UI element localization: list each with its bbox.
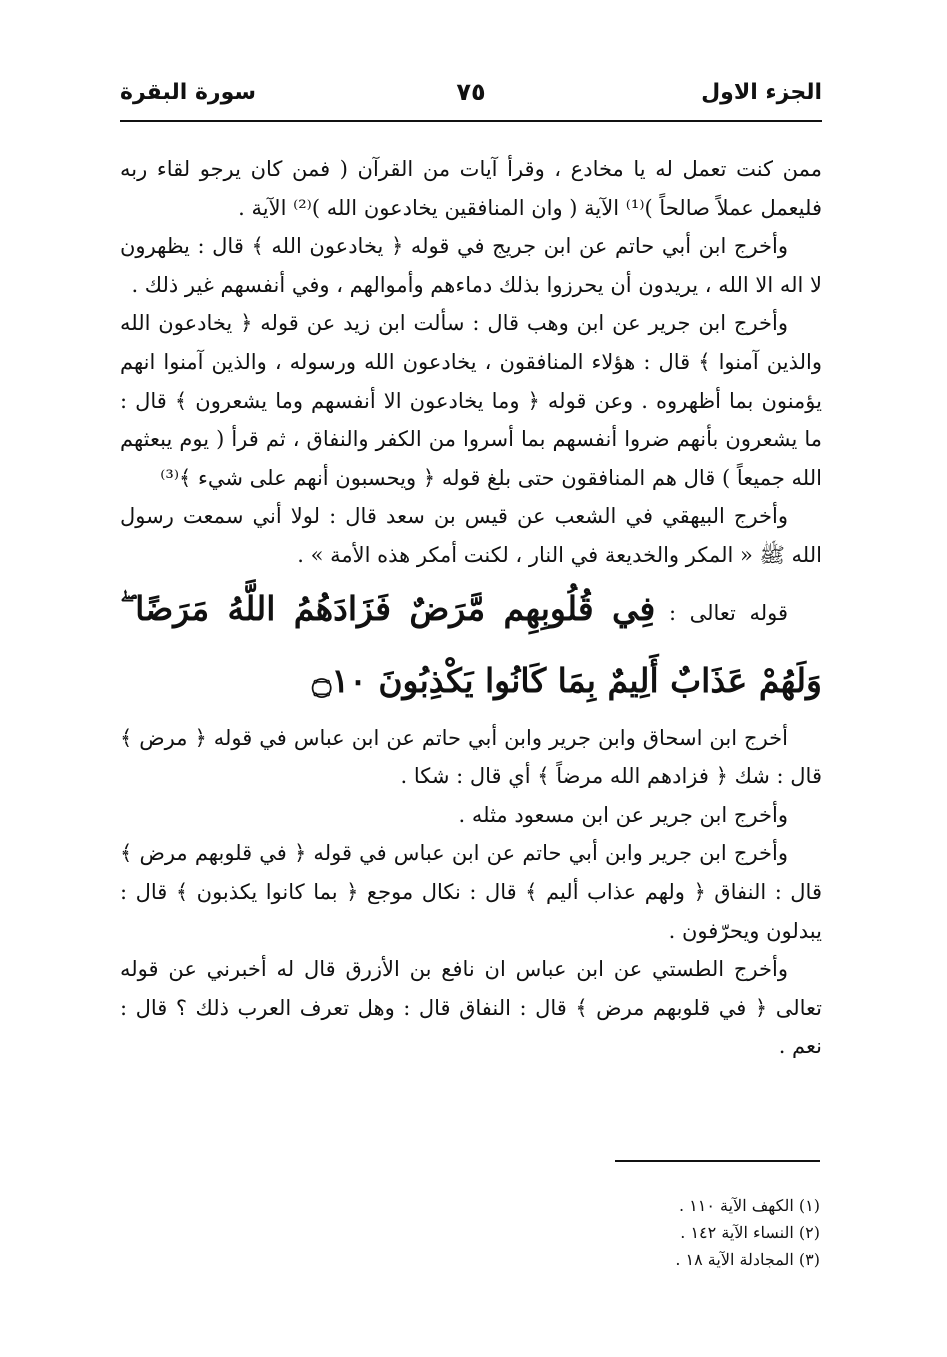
paragraph: وأخرج ابن جرير عن ابن وهب قال : سألت ابن زيد عن قوله ﴿ يخادعون الله والذين آمنوا ﴾ قال : هؤلاء المنافقون ، يخادعون الله ورسوله ، والذين آمنوا انهم يؤمنون بما أظهروه . وعن قوله ﴿ وما يخادعون الا أنفسهم وما يشعرون ﴾ قال : ما يشعرون بأنهم ضروا أنفسهم بما أسروا من الكفر والنفاق ، ثم قرأ ( يوم يبعثهم الله جميعاً ) قال هم المنافقون حتى بلغ قوله ﴿ ويحسبون أنهم على شيء ﴾⁽³⁾ bbox=[120, 311, 822, 490]
footnote: (٢) النساء الآية ١٤٢ . bbox=[680, 1223, 820, 1242]
footnote-rule bbox=[615, 1160, 820, 1162]
paragraph: وأخرج الطستي عن ابن عباس ان نافع بن الأزرق قال له أخبرني عن قوله تعالى ﴿ في قلوبهم مرض ﴾ قال : النفاق قال : وهل تعرف العرب ذلك ؟ قال : نعم . bbox=[120, 957, 822, 1059]
paragraph: ممن كنت تعمل له يا مخادع ، وقرأ آيات من القرآن ( فمن كان يرجو لقاء ربه فليعمل عملاً صالحاً )⁽¹⁾ الآية ( وان المنافقين يخادعون الله )⁽²⁾ الآية . bbox=[120, 157, 822, 220]
header-rule bbox=[120, 120, 822, 122]
paragraph: أخرج ابن اسحاق وابن جرير وابن أبي حاتم عن ابن عباس في قوله ﴿ مرض ﴾ قال : شك ﴿ فزادهم الله مرضاً ﴾ أي قال : شكا . bbox=[120, 725, 822, 789]
paragraph: وأخرج ابن جرير عن ابن مسعود مثله . bbox=[458, 802, 788, 827]
footnote: (٣) المجادلة الآية ١٨ . bbox=[675, 1250, 820, 1269]
footnotes bbox=[500, 1192, 820, 1273]
main-text bbox=[120, 150, 822, 1066]
quran-verse-block bbox=[120, 575, 822, 719]
page-number: ٧٥ bbox=[456, 78, 486, 106]
paragraph: وأخرج البيهقي في الشعب عن قيس بن سعد قال : لولا أني سمعت رسول الله ﷺ « المكر والخديعة في النار ، لكنت أمكر هذه الأمة » . bbox=[120, 504, 822, 567]
surah-title: سورة البقرة bbox=[120, 79, 257, 105]
part-title: الجزء الاول bbox=[701, 79, 822, 105]
verse-intro: قوله تعالى : bbox=[668, 600, 789, 625]
paragraph: وأخرج ابن أبي حاتم عن ابن جريج في قوله ﴿ يخادعون الله ﴾ قال : يظهرون لا اله الا الله ، يريدون أن يحرزوا بذلك دماءهم وأموالهم ، وفي أنفسهم غير ذلك . bbox=[120, 234, 822, 297]
footnote: (١) الكهف الآية ١١٠ . bbox=[679, 1196, 820, 1215]
quran-verse: فِي قُلُوبِهِم مَّرَضٌ فَزَادَهُمُ اللَّهُ مَرَضًا ۖ وَلَهُمْ عَذَابٌ أَلِيمٌ بِمَا كَانُوا يَكْذِبُونَ ۝١٠ bbox=[120, 588, 822, 700]
paragraph: وأخرج ابن جرير وابن أبي حاتم عن ابن عباس في قوله ﴿ في قلوبهم مرض ﴾ قال : النفاق ﴿ ولهم عذاب أليم ﴾ قال : نكال موجع ﴿ بما كانوا يكذبون ﴾ قال : يبدلون ويحرّفون . bbox=[120, 841, 822, 943]
running-header bbox=[120, 68, 822, 116]
